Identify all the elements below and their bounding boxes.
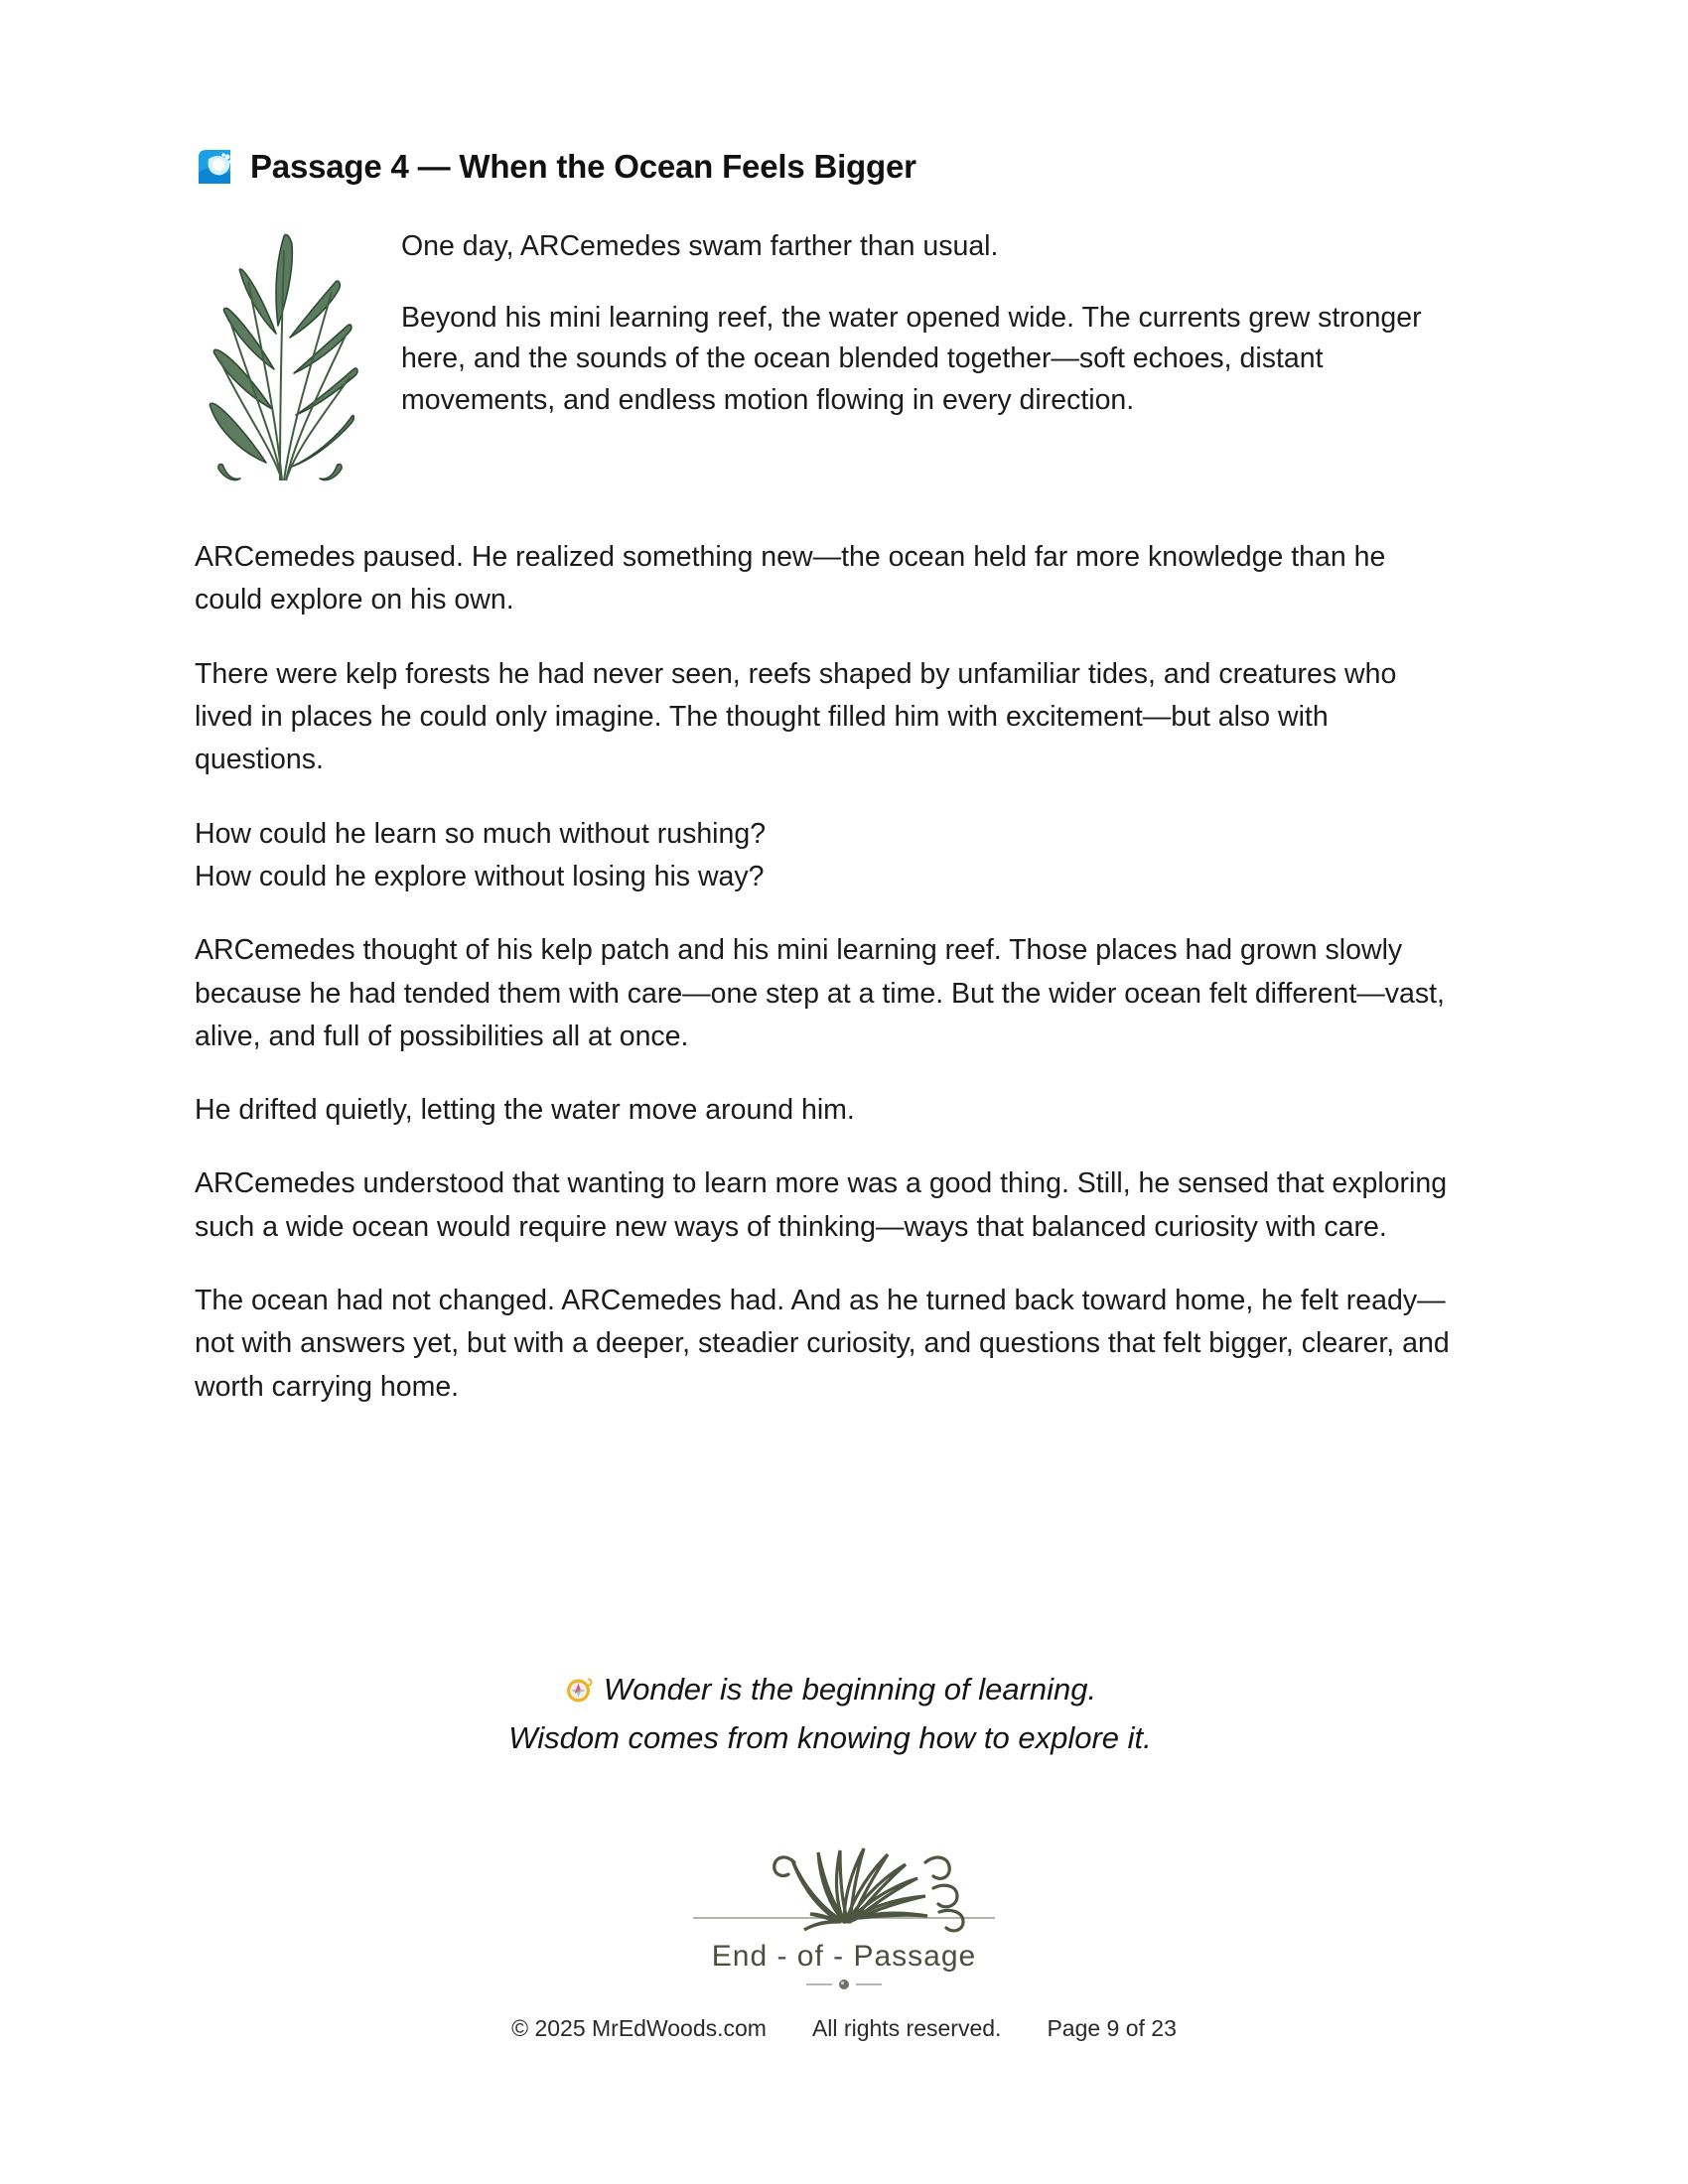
paragraph: Beyond his mini learning reef, the water opened wide. The currents grew stronger here, and the sounds of the ocean blended together—soft echoes, distant movements, and endless motion flowing in every direction. (401, 301, 1422, 416)
quote-text-2: Wisdom comes from knowing how to explore it. (508, 1719, 1152, 1755)
kelp-plant-illustration (197, 230, 365, 490)
body-paragraphs (195, 536, 1456, 1439)
paragraph: ARCemedes thought of his kelp patch and his mini learning reef. Those places had grown slowly because he had tended them with care—one step at a time. But the wider ocean felt different—vast, alive, and full of possibilities all at once. (195, 934, 1445, 1052)
footer-rights: All rights reserved. (811, 2015, 1002, 2041)
small-dot-divider (784, 1978, 904, 1991)
quote-line-1 (195, 1666, 1466, 1714)
paragraph: ARCemedes paused. He realized something new—the ocean held far more knowledge than he could explore on his own. (195, 541, 1386, 616)
question-line: How could he learn so much without rushing? (195, 817, 767, 850)
paragraph: ARCemedes understood that wanting to learn more was a good thing. Still, he sensed that exploring such a wide ocean would require new ways of thinking—ways that balanced curiosity with care. (195, 1167, 1448, 1243)
page-title: Passage 4 — When the Ocean Feels Bigger (250, 148, 916, 185)
footer-copyright: © 2025 MrEdWoods.com (511, 2015, 767, 2041)
quote-text-1: Wonder is the beginning of learning. (603, 1672, 1097, 1706)
paragraph: One day, ARCemedes swam farther than usual. (401, 230, 999, 262)
paragraph: There were kelp forests he had never seen, reefs shaped by unfamiliar tides, and creatures who lived in places he could only imagine. The thought filled him with excitement—but also with questions. (195, 657, 1397, 776)
feather-frond-ornament (635, 1827, 1053, 1938)
quote-line-2 (195, 1714, 1466, 1763)
page-footer (0, 2015, 1688, 2042)
question-line: How could he explore without losing his way? (195, 860, 765, 892)
end-of-passage-label: End - of - Passage (711, 1940, 977, 1973)
paragraph: The ocean had not changed. ARCemedes had. And as he turned back toward home, he felt ready—not with answers yet, but with a deeper, steadier curiosity, and questions that felt bigger, clearer, and worth carrying home. (195, 1285, 1450, 1403)
page-title-row (195, 147, 916, 187)
end-of-passage-block (0, 1827, 1688, 1991)
wave-icon (195, 147, 234, 187)
closing-quote (195, 1666, 1466, 1763)
question-pair (195, 813, 1456, 899)
paragraph: He drifted quietly, letting the water move around him. (195, 1094, 855, 1127)
footer-page-number: Page 9 of 23 (1047, 2015, 1177, 2041)
compass-icon (564, 1671, 594, 1701)
intro-paragraphs (401, 226, 1446, 421)
